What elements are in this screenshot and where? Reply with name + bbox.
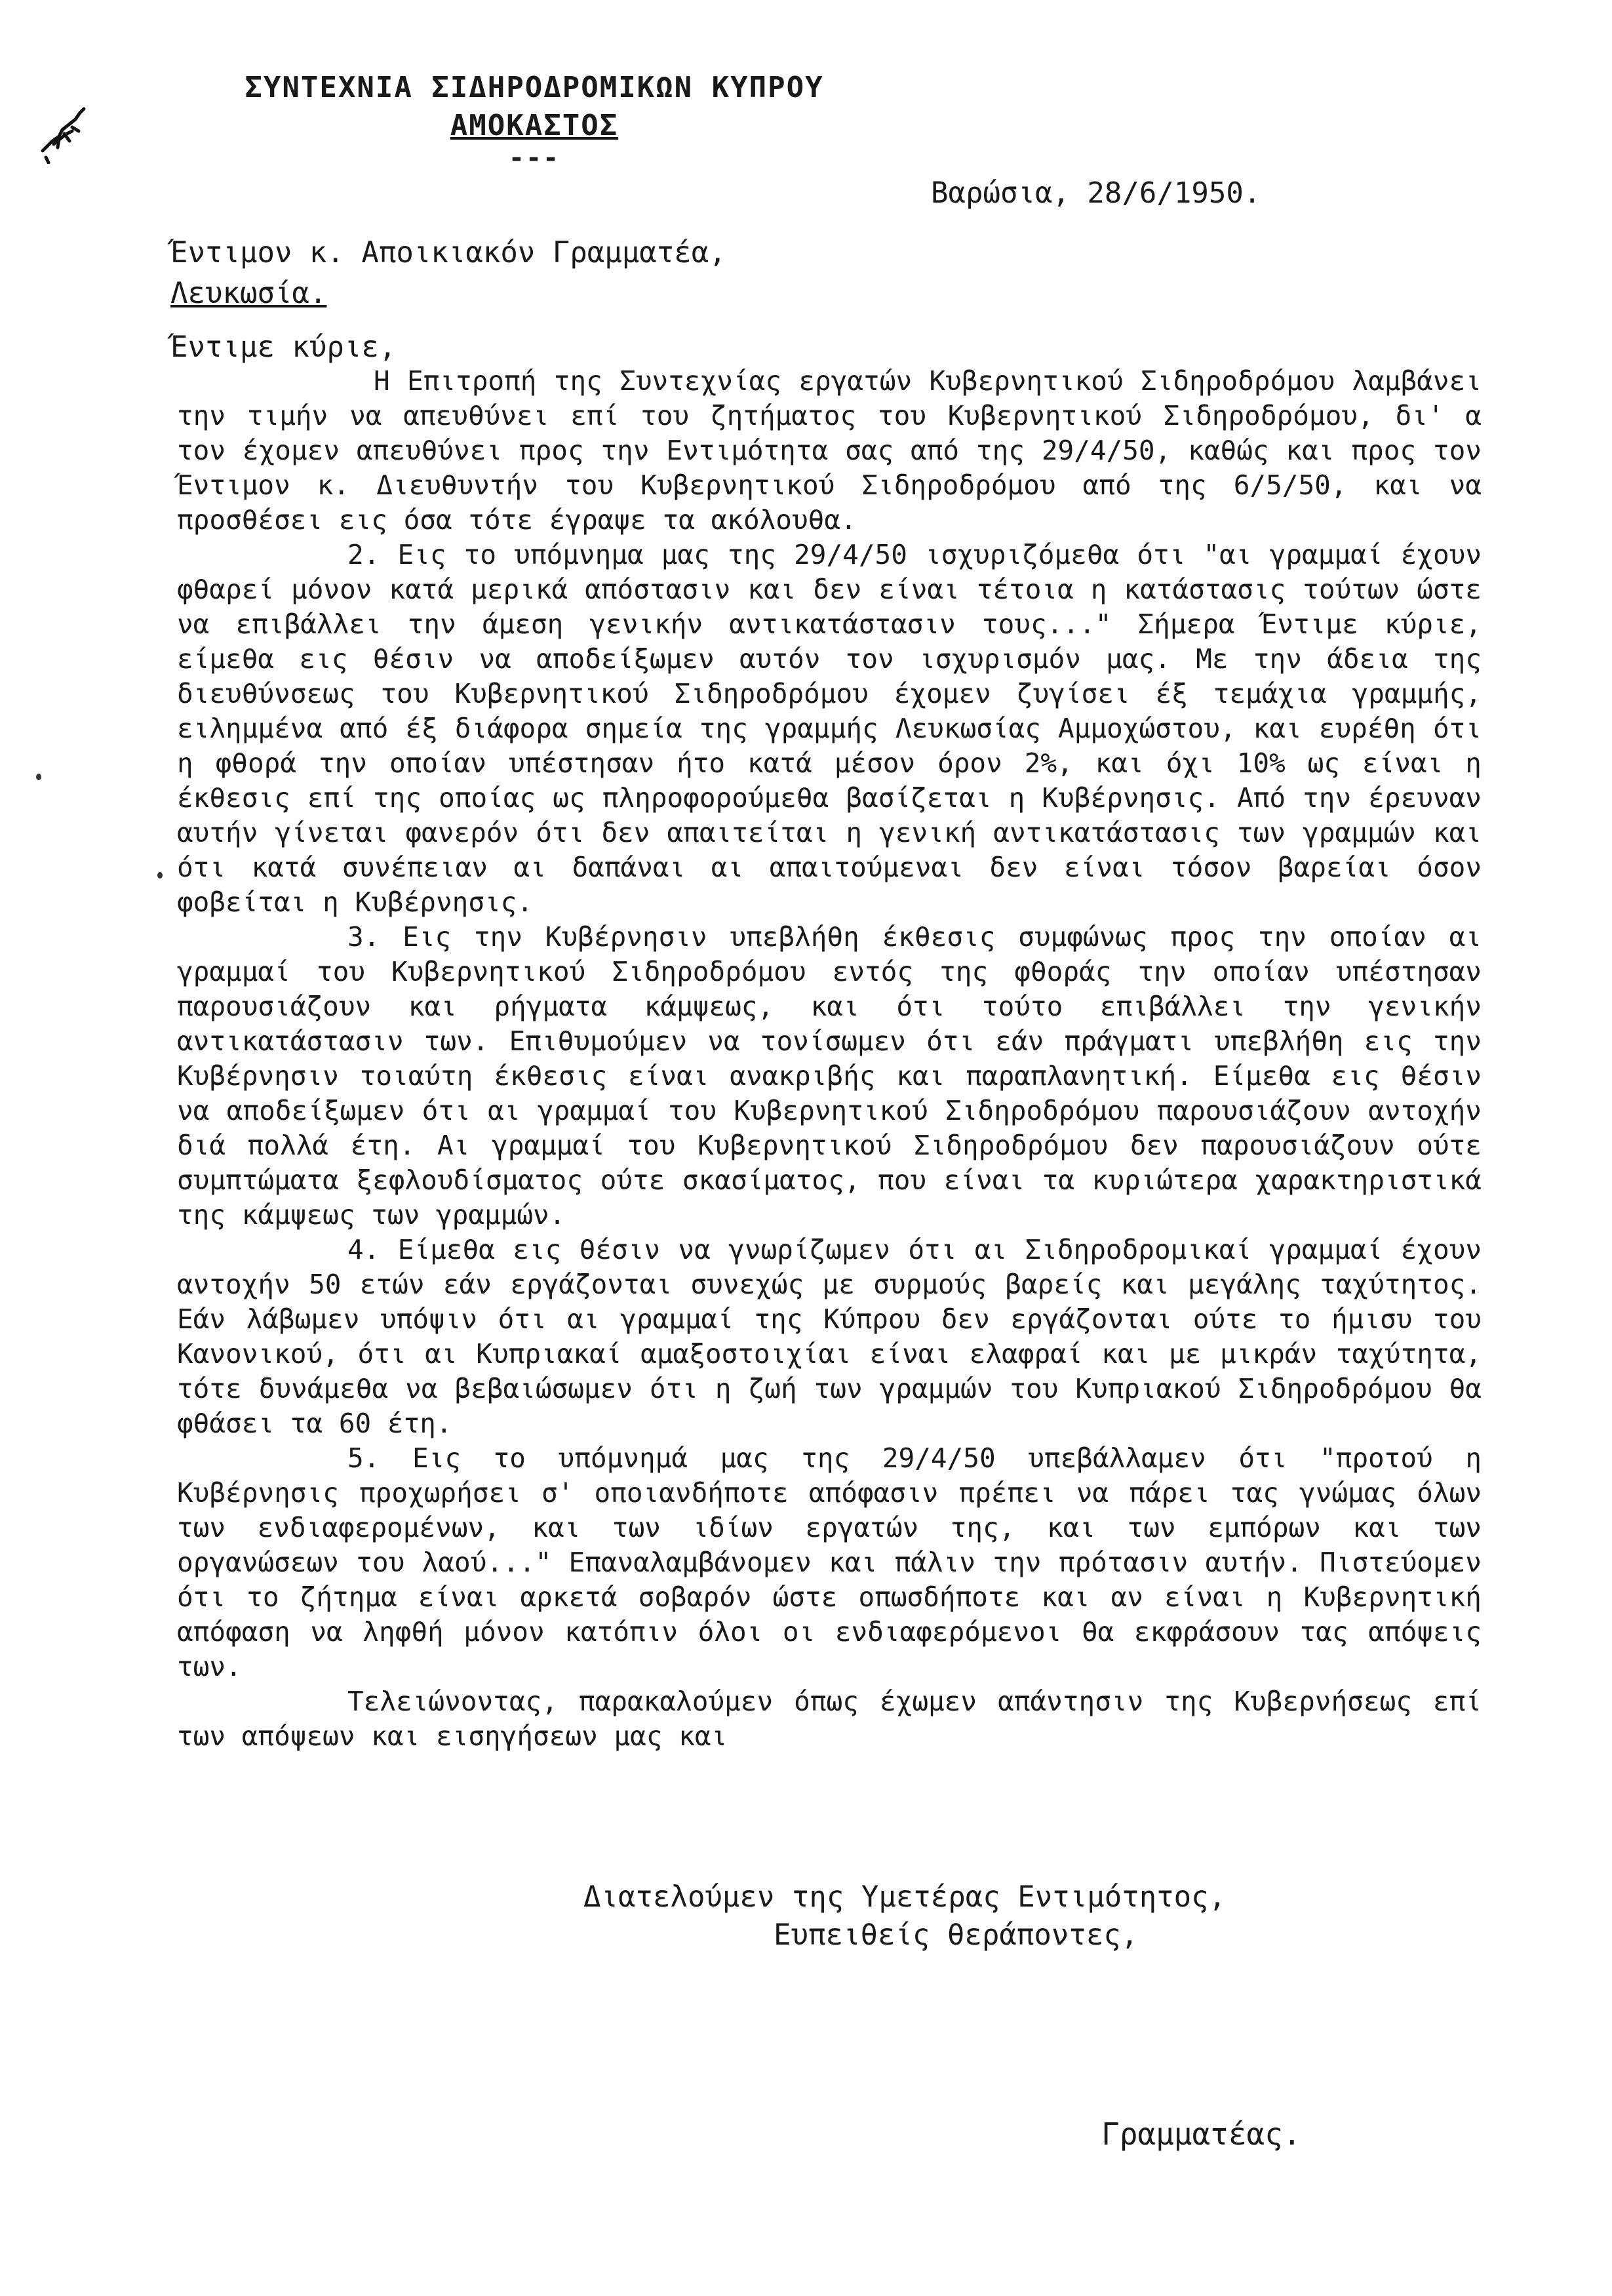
paragraph-6: Τελειώνοντας, παρακαλούμεν όπως έχωμεν απάντησιν της Κυβερνήσεως επί των απόψεων και εισηγήσεων μας και <box>177 1686 1482 1752</box>
margin-dot <box>157 872 163 879</box>
letter-body <box>177 364 1482 1754</box>
paragraph-3: 3. Εις την Κυβέρνησιν υπεβλήθη έκθεσις συμφώνως προς την οποίαν αι γραμμαί του Κυβερνητικού Σιδηροδρόμου εντός της φθοράς την οποίαν υπέστησαν παρουσιάζουν και ρήγματα κάμψεως, και ότι τούτο επιβάλλει την γενικήν αντικατάστασιν των. Επιθυμούμεν να τονίσωμεν ότι εάν πράγματι υπεβλήθη εις την Κυβέρνησιν τοιαύτη έκθεσις είναι ανακριβής και παραπλανητική. Είμεθα εις θέσιν να αποδείξωμεν ότι αι γραμμαί του Κυβερνητικού Σιδηροδρόμου παρουσιάζουν αντοχήν διά πολλά έτη. Αι γραμμαί του Κυβερνητικού Σιδηροδρόμου δεν παρουσιάζουν ούτε συμπτώματα ξεφλουδίσματος ούτε σκασίματος, που είναι τα κυριώτερα χαρακτηριστικά της κάμψεως των γραμμών. <box>177 921 1482 1231</box>
addressee-city: Λευκωσία. <box>170 277 327 310</box>
letterhead-separator: --- <box>508 143 560 173</box>
closing-line-2: Ευπειθείς θεράποντες, <box>774 1918 1139 1952</box>
salutation: Έντιμε κύριε, <box>170 330 397 364</box>
paragraph-4: 4. Είμεθα εις θέσιν να γνωρίζωμεν ότι αι Σιδηροδρομικαί γραμμαί έχουν αντοχήν 50 ετών εάν εργάζονται συνεχώς με συρμούς βαρείς και μεγάλης ταχύτητος. Εάν λάβωμεν υπόψιν ότι αι γραμμαί της Κύπρου δεν εργάζονται ούτε το ήμισυ του Κανονικού, ότι αι Κυπριακαί αμαξοστοιχίαι είναι ελαφραί και με μικράν ταχύτητα, τότε δυνάμεθα να βεβαιώσωμεν ότι η ζωή των γραμμών του Κυπριακού Σιδηροδρόμου θα φθάσει τα 60 έτη. <box>177 1234 1482 1439</box>
margin-dot <box>36 774 41 780</box>
letter-date: Βαρώσια, 28/6/1950. <box>931 176 1261 210</box>
paragraph-2: 2. Εις το υπόμνημα μας της 29/4/50 ισχυριζόμεθα ότι "αι γραμμαί έχουν φθαρεί μόνον κατά μερικά απόστασιν και δεν είναι τέτοια η κατάστασις τούτων ώστε να επιβάλλει την άμεση γενικήν αντικατάστασιν τους..." Σήμερα Έντιμε κύριε, είμεθα εις θέσιν να αποδείξωμεν αυτόν τον ισχυρισμόν μας. Με την άδεια της διευθύνσεως του Κυβερνητικού Σιδηροδρόμου έχομεν ζυγίσει έξ τεμάχια γραμμής, ειλημμένα από έξ διάφορα σημεία της γραμμής Λευκωσίας Αμμοχώστου, και ευρέθη ότι η φθορά την οποίαν υπέστησαν ήτο κατά μέσον όρον 2%, και όχι 10% ως είναι η έκθεσις επί της οποίας ως πληροφορούμεθα βασίζεται η Κυβέρνησις. Από την έρευναν αυτήν γίνεται φανερόν ότι δεν απαιτείται η γενική αντικατάστασις των γραμμών και ότι κατά συνέπειαν αι δαπάναι αι απαιτούμεναι δεν είναι τόσον βαρείαι όσον φοβείται η Κυβέρνησις. <box>177 539 1482 918</box>
addressee-name: Έντιμον κ. Αποικιακόν Γραμματέα, <box>170 236 726 269</box>
ink-mark-icon <box>39 105 92 164</box>
letterhead-organization: ΣΥΝΤΕΧΝΙΑ ΣΙΔΗΡΟΔΡΟΜΙΚΩΝ ΚΥΠΡΟΥ <box>245 71 824 104</box>
letterhead-city: ΑΜΟΚΑΣΤΟΣ <box>450 109 619 142</box>
paragraph-1: Η Επιτροπή της Συντεχνίας εργατών Κυβερνητικού Σιδηροδρόμου λαμβάνει την τιμήν να απευθύνει επί του ζητήματος του Κυβερνητικού Σιδηροδρόμου, δι' α τον έχομεν απευθύνει προς την Εντιμότητα σας από της 29/4/50, καθώς και προς τον Έντιμον κ. Διευθυντήν του Κυβερνητικού Σιδηροδρόμου από της 6/5/50, και να προσθέσει εις όσα τότε έγραψε τα ακόλουθα. <box>177 365 1482 536</box>
letterhead <box>190 69 878 171</box>
paragraph-5: 5. Εις το υπόμνημά μας της 29/4/50 υπεβάλλαμεν ότι "προτού η Κυβέρνησις προχωρήσει σ' οποιανδήποτε απόφασιν πρέπει να πάρει τας γνώμας όλων των ενδιαφερομένων, και των ιδίων εργατών της, και των εμπόρων και των οργανώσεων του λαού..." Επαναλαμβάνομεν και πάλιν την πρότασιν αυτήν. Πιστεύομεν ότι το ζήτημα είναι αρκετά σοβαρόν ώστε οπωσδήποτε και αν είναι η Κυβερνητική απόφαση να ληφθή μόνον κατόπιν όλοι οι ενδιαφερόμενοι θα εκφράσουν τας απόψεις των. <box>177 1442 1482 1682</box>
signature-title: Γραμματέας. <box>1101 2116 1301 2152</box>
closing-block <box>583 1878 1226 1954</box>
addressee-block <box>170 233 726 314</box>
closing-line-1: Διατελούμεν της Υμετέρας Εντιμότητος, <box>583 1880 1227 1914</box>
